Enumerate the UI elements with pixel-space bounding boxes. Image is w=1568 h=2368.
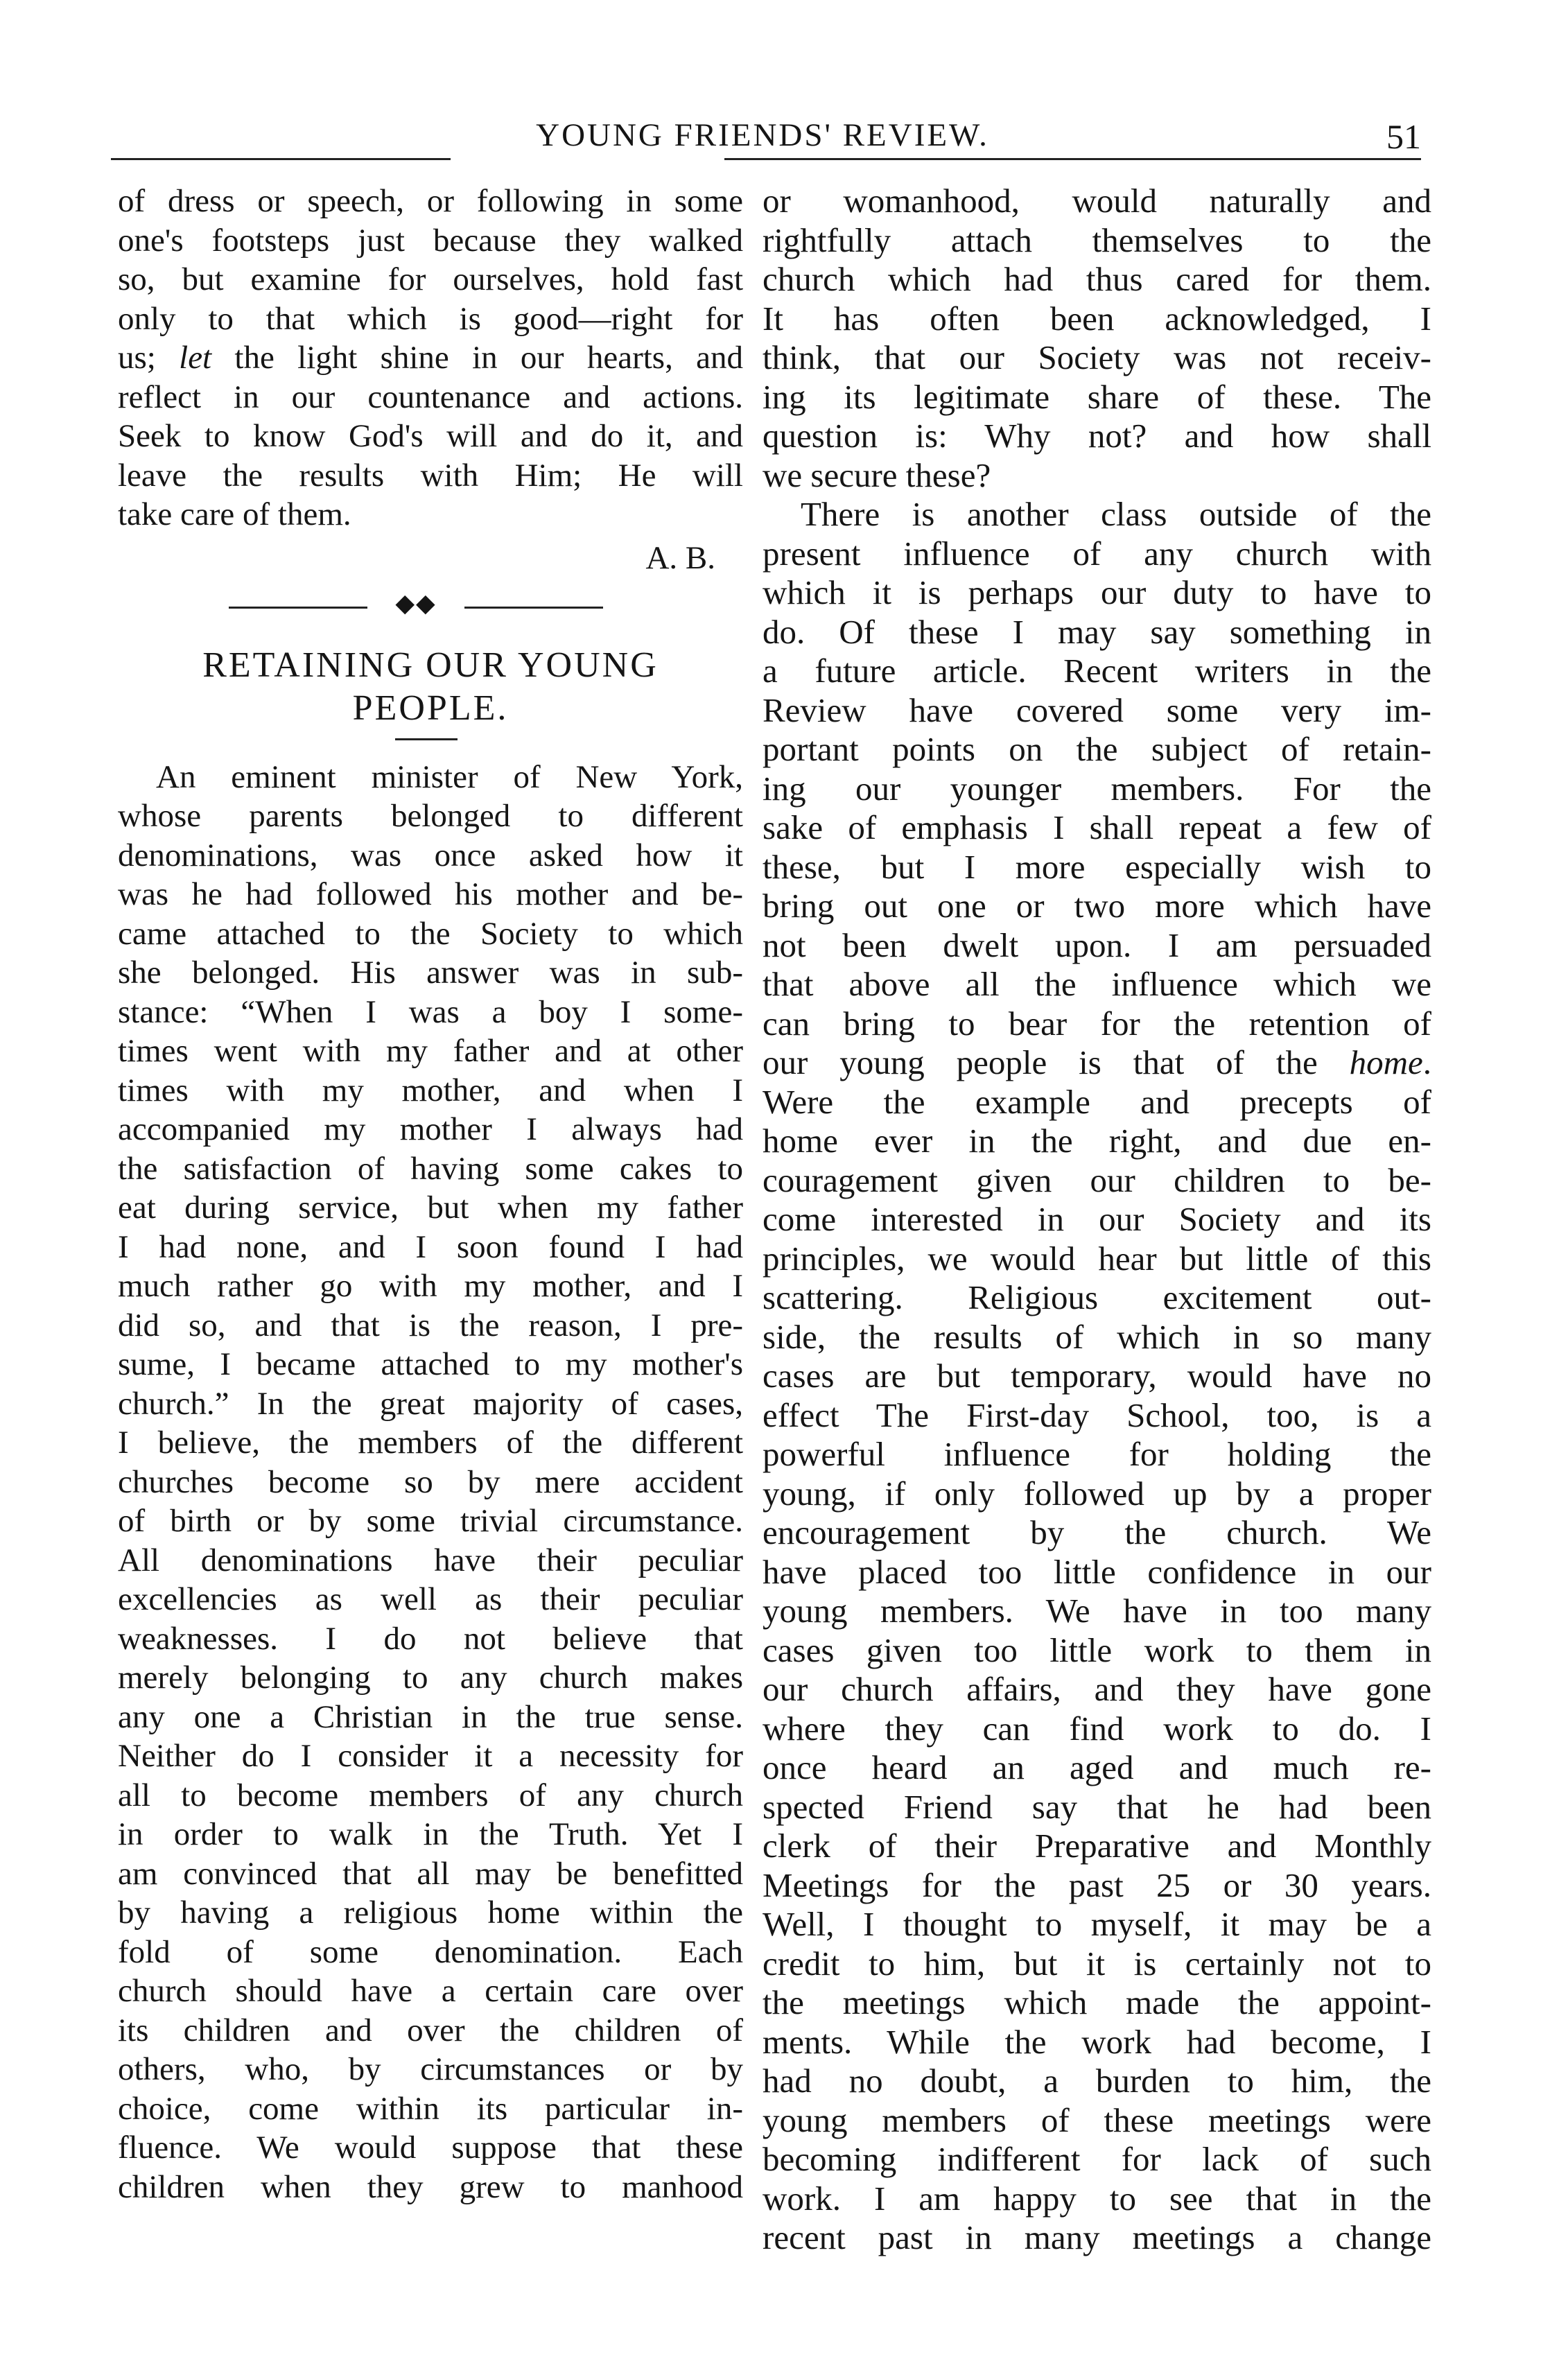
text-line: once heard an aged and much re- (763, 1748, 1431, 1786)
text-line: take care of them. (118, 496, 351, 532)
text-line: in order to walk in the Truth. Yet I (118, 1816, 743, 1852)
text-line: young members of these meetings were (763, 2100, 1431, 2139)
text-line: do. Of these I may say something in (763, 612, 1431, 651)
text-line: am convinced that all may be benefitted (118, 1855, 743, 1892)
text-line: Were the example and precepts of (763, 1082, 1431, 1121)
article-body-continued (763, 182, 1431, 2258)
text-line: ing our younger members. For the (763, 769, 1431, 808)
text-line: home ever in the right, and due en- (763, 1122, 1431, 1160)
text-line: I had none, and I soon found I had (118, 1228, 743, 1265)
text-line: portant points on the subject of retain- (763, 730, 1431, 768)
text-line: she belonged. His answer was in sub- (118, 955, 743, 991)
text-line: our young people is that of the home. (763, 1043, 1431, 1081)
text-line: Neither do I consider it a necessity for (118, 1738, 743, 1774)
text-line: others, who, by circumstances or by (118, 2051, 743, 2087)
text-line: spected Friend say that he had been (763, 1787, 1431, 1826)
text-line: of dress or speech, or following in some (118, 183, 743, 219)
text-line: question is: Why not? and how shall (763, 417, 1431, 455)
text-line: effect The First-day School, too, is a (763, 1395, 1431, 1434)
text-line: which it is perhaps our duty to have to (763, 573, 1431, 611)
text-line: church which had thus cared for them. (763, 260, 1431, 298)
text-line: had no doubt, a burden to him, the (763, 2062, 1431, 2100)
text-line: excellencies as well as their peculiar (118, 1581, 743, 1617)
text-line: stance: “When I was a boy I some- (118, 993, 743, 1030)
text-line: all to become members of any church (118, 1777, 743, 1813)
text-line: the satisfaction of having some cakes to (118, 1150, 743, 1187)
text-line: becoming indifferent for lack of such (763, 2140, 1431, 2178)
text-line: Review have covered some very im- (763, 690, 1431, 729)
text-line: so, but examine for ourselves, hold fast (118, 261, 743, 297)
text-line: Meetings for the past 25 or 30 years. (763, 1865, 1431, 1904)
text-line: recent past in many meetings a change (763, 2218, 1431, 2256)
text-line: think, that our Society was not receiv- (763, 338, 1431, 376)
text-line: It has often been acknowledged, I (763, 299, 1431, 338)
continued-paragraph (118, 182, 743, 534)
text-line: children when they grew to manhood (118, 2168, 743, 2205)
text-line: sake of emphasis I shall repeat a few of (763, 808, 1431, 846)
text-line: that above all the influence which we (763, 965, 1431, 1003)
text-line: church.” In the great majority of cases, (118, 1385, 743, 1422)
text-line: of birth or by some trivial circumstance. (118, 1503, 743, 1539)
text-line: was he had followed his mother and be- (118, 876, 743, 912)
text-line: denominations, was once asked how it (118, 837, 743, 873)
text-line: merely belonging to any church makes (118, 1660, 743, 1696)
text-line: sume, I became attached to my mother's (118, 1346, 743, 1382)
text-line: rightfully attach themselves to the (763, 220, 1431, 259)
text-line: young, if only followed up by a proper (763, 1474, 1431, 1513)
right-column (763, 182, 1431, 2258)
article-title-line-1: RETAINING OUR YOUNG (202, 645, 659, 685)
text-line: An eminent minister of New York, (156, 758, 743, 795)
text-line: Seek to know God's will and do it, and (118, 418, 743, 454)
text-line: cases given too little work to them in (763, 1630, 1431, 1669)
text-line: any one a Christian in the true sense. (118, 1698, 743, 1735)
text-line: couragement given our children to be- (763, 1160, 1431, 1199)
journal-title: YOUNG FRIENDS' REVIEW. (536, 117, 989, 153)
text-line: accompanied my mother I always had (118, 1111, 743, 1147)
text-line: a future article. Recent writers in the (763, 652, 1431, 690)
text-line: I believe, the members of the different (118, 1425, 743, 1461)
text-line: clerk of their Preparative and Monthly (763, 1827, 1431, 1865)
section-ornament (118, 579, 743, 637)
title-rule (118, 730, 743, 747)
text-line: young members. We have in too many (763, 1592, 1431, 1630)
header-rule-right (724, 158, 1421, 160)
text-line: churches become so by mere accident (118, 1463, 743, 1500)
text-line: times went with my father and at other (118, 1033, 743, 1069)
text-line: credit to him, but it is certainly not to (763, 1944, 1431, 1983)
text-line: leave the results with Him; He will (118, 457, 743, 494)
text-line: come interested in our Society and its (763, 1200, 1431, 1238)
text-line: these, but I more especially wish to (763, 847, 1431, 886)
page-number: 51 (1386, 117, 1421, 156)
text-line: ing its legitimate share of these. The (763, 377, 1431, 416)
text-line: scattering. Religious excitement out- (763, 1278, 1431, 1316)
text-line: weaknesses. I do not believe that (118, 1620, 743, 1657)
header-rule-left (111, 158, 451, 160)
text-line: bring out one or two more which have (763, 887, 1431, 925)
text-line: ments. While the work had become, I (763, 2022, 1431, 2061)
text-line: by having a religious home within the (118, 1895, 743, 1931)
text-line: have placed too little confidence in our (763, 1552, 1431, 1591)
text-line: where they can find work to do. I (763, 1709, 1431, 1748)
text-line: work. I am happy to see that in the (763, 2179, 1431, 2218)
text-line: did so, and that is the reason, I pre- (118, 1307, 743, 1343)
left-column (118, 182, 743, 2206)
text-line: eat during service, but when my father (118, 1190, 743, 1226)
text-line: whose parents belonged to different (118, 798, 743, 834)
text-line: the meetings which made the appoint- (763, 1983, 1431, 2021)
text-line: can bring to bear for the retention of (763, 1004, 1431, 1043)
text-line: our church affairs, and they have gone (763, 1670, 1431, 1708)
text-line: us; let the light shine in our hearts, and (118, 340, 743, 376)
text-line: cases are but temporary, would have no (763, 1357, 1431, 1395)
text-line: came attached to the Society to which (118, 915, 743, 952)
text-line: principles, we would hear but little of this (763, 1239, 1431, 1278)
text-line: There is another class outside of the (801, 495, 1431, 533)
text-line: reflect in our countenance and actions. (118, 378, 743, 415)
text-line: encouragement by the church. We (763, 1513, 1431, 1551)
text-line: fold of some denomination. Each (118, 1933, 743, 1970)
text-line: only to that which is good—right for (118, 300, 743, 337)
text-line: Well, I thought to myself, it may be a (763, 1905, 1431, 1943)
text-line: choice, come within its particular in- (118, 2090, 743, 2127)
text-line: side, the results of which in so many (763, 1317, 1431, 1356)
author-signature: A. B. (645, 539, 715, 576)
text-line: All denominations have their peculiar (118, 1542, 743, 1578)
text-line: or womanhood, would naturally and (763, 182, 1431, 220)
text-line: fluence. We would suppose that these (118, 2130, 743, 2166)
text-line: church should have a certain care over (118, 1973, 743, 2009)
text-line: one's footsteps just because they walked (118, 222, 743, 259)
article-body (118, 758, 743, 2207)
ornament-icon: ◆◆ (395, 589, 437, 617)
text-line: times with my mother, and when I (118, 1072, 743, 1108)
text-line: powerful influence for holding the (763, 1435, 1431, 1473)
article-title-line-2: PEOPLE. (352, 688, 509, 728)
text-line: much rather go with my mother, and I (118, 1268, 743, 1304)
text-line: its children and over the children of (118, 2012, 743, 2048)
text-line: present influence of any church with (763, 534, 1431, 573)
text-line: we secure these? (763, 455, 991, 494)
text-line: not been dwelt upon. I am persuaded (763, 925, 1431, 964)
